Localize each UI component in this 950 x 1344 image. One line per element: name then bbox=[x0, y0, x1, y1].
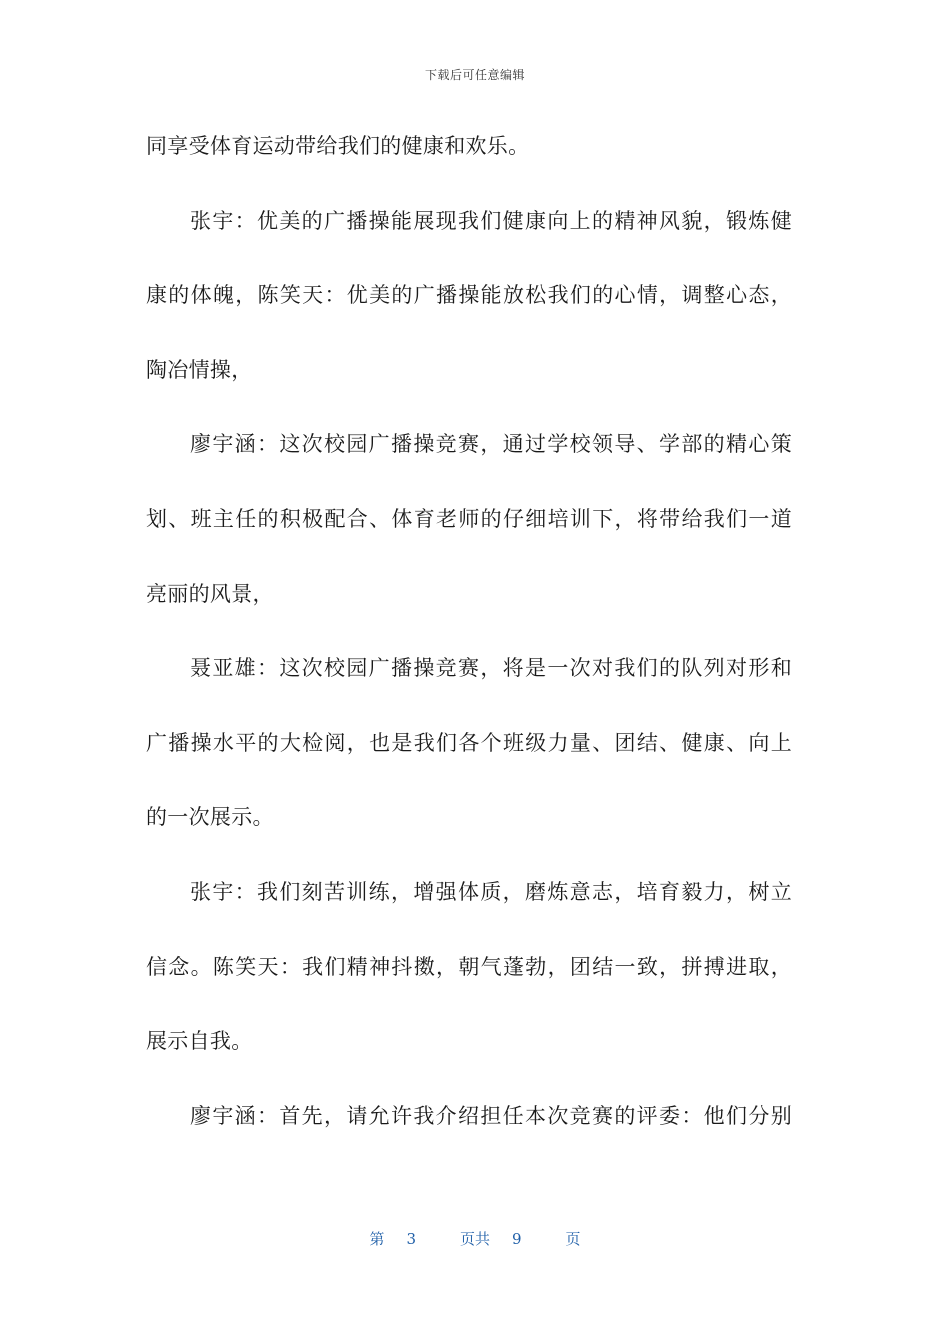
text-line: 康的体魄，陈笑天：优美的广播操能放松我们的心情，调整心态， bbox=[146, 283, 792, 308]
text-line: 张宇：优美的广播操能展现我们健康向上的精神风貌，锻炼健 bbox=[190, 208, 792, 233]
text-line: 的一次展示。 bbox=[146, 805, 274, 830]
footer-suffix: 页 bbox=[565, 1230, 581, 1248]
text-line: 划、班主任的积极配合、体育老师的仔细培训下，将带给我们一道 bbox=[146, 506, 792, 531]
text-line: 亮丽的风景， bbox=[146, 581, 274, 606]
text-line: 张宇：我们刻苦训练，增强体质，磨炼意志，培育毅力，树立 bbox=[190, 879, 792, 904]
page-footer bbox=[0, 1228, 950, 1249]
text-line: 聂亚雄：这次校园广播操竞赛，将是一次对我们的队列对形和 bbox=[190, 656, 792, 681]
header-note: 下载后可任意编辑 bbox=[424, 68, 525, 82]
text-line: 广播操水平的大检阅，也是我们各个班级力量、团结、健康、向上 bbox=[146, 730, 792, 755]
text-line: 廖宇涵：首先，请允许我介绍担任本次竞赛的评委：他们分别 bbox=[190, 1103, 792, 1128]
text-line: 展示自我。 bbox=[146, 1029, 253, 1054]
text-line: 廖宇涵：这次校园广播操竞赛，通过学校领导、学部的精心策 bbox=[190, 432, 792, 457]
text-line: 陶冶情操， bbox=[146, 357, 253, 382]
footer-middle: 页共 bbox=[459, 1230, 490, 1248]
footer-total-pages: 9 bbox=[512, 1230, 522, 1248]
text-line: 同享受体育运动带给我们的健康和欢乐。 bbox=[146, 134, 530, 158]
footer-prefix: 第 bbox=[369, 1230, 385, 1248]
text-line: 信念。陈笑天：我们精神抖擞，朝气蓬勃，团结一致，拼搏进取， bbox=[146, 954, 792, 979]
document-body bbox=[146, 126, 792, 1170]
footer-current-page: 3 bbox=[406, 1230, 416, 1248]
